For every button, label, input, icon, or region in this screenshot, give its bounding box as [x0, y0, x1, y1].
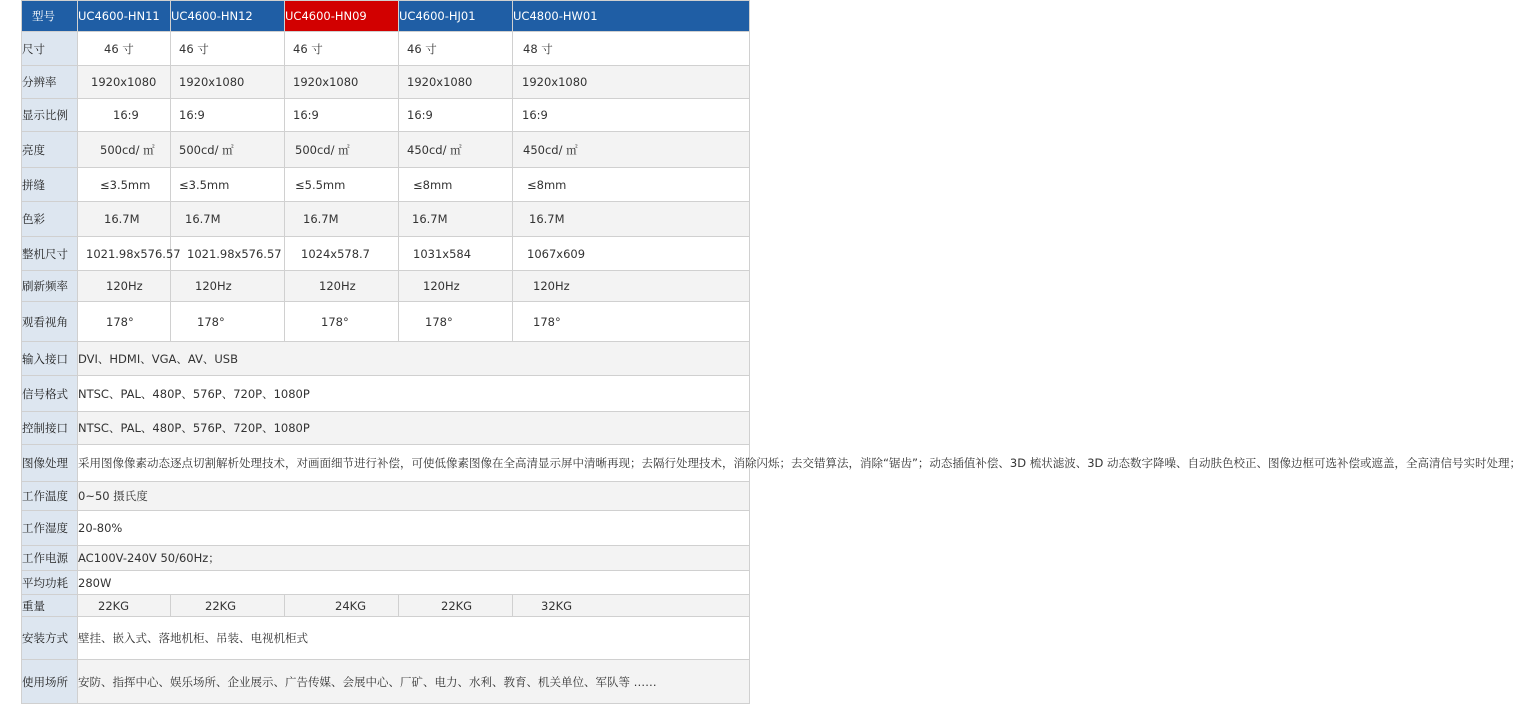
spec-row-power	[22, 546, 750, 571]
spec-row-seam	[22, 168, 750, 202]
spec-value: 24KG	[285, 595, 399, 617]
spec-value: 46 寸	[285, 32, 399, 66]
row-label: 分辨率	[22, 66, 78, 99]
row-label: 观看视角	[22, 302, 78, 342]
spec-value: 16.7M	[285, 202, 399, 237]
row-label: 控制接口	[22, 412, 78, 445]
spec-table	[21, 0, 1521, 704]
spec-value: 120Hz	[78, 271, 171, 302]
row-label: 亮度	[22, 132, 78, 168]
spec-value: 1920x1080	[171, 66, 285, 99]
spec-row-weight	[22, 595, 750, 617]
spec-row-color	[22, 202, 750, 237]
spec-value: 500cd/ ㎡	[171, 132, 285, 168]
spec-value: NTSC、PAL、480P、576P、720P、1080P	[78, 376, 750, 412]
spec-value: 280W	[78, 571, 750, 595]
spec-value: 16.7M	[399, 202, 513, 237]
spec-value: 178°	[285, 302, 399, 342]
spec-row-consumption	[22, 571, 750, 595]
spec-row-usage	[22, 660, 750, 704]
spec-value: NTSC、PAL、480P、576P、720P、1080P	[78, 412, 750, 445]
model-name: UC4800-HW01	[513, 1, 750, 32]
spec-value: 1920x1080	[78, 66, 171, 99]
spec-value: 46 寸	[78, 32, 171, 66]
spec-value: 48 寸	[513, 32, 750, 66]
spec-value: 1920x1080	[513, 66, 750, 99]
row-label: 拼缝	[22, 168, 78, 202]
spec-value: 16:9	[513, 99, 750, 132]
spec-value: 22KG	[171, 595, 285, 617]
spec-value: 16.7M	[513, 202, 750, 237]
spec-value: AC100V-240V 50/60Hz；	[78, 546, 750, 571]
spec-row-resolution	[22, 66, 750, 99]
spec-row-ratio	[22, 99, 750, 132]
spec-value: 450cd/ ㎡	[399, 132, 513, 168]
spec-value: ≤8mm	[399, 168, 513, 202]
spec-row-input	[22, 342, 750, 376]
spec-value: 16:9	[399, 99, 513, 132]
spec-value: 120Hz	[513, 271, 750, 302]
spec-value: 安防、指挥中心、娱乐场所、企业展示、广告传媒、会展中心、厂矿、电力、水利、教育、机关单位、军队等 ……	[78, 660, 750, 704]
spec-value: 16:9	[285, 99, 399, 132]
spec-value: 178°	[399, 302, 513, 342]
spec-row-dimensions	[22, 237, 750, 271]
row-label: 工作湿度	[22, 511, 78, 546]
spec-value: ≤3.5mm	[78, 168, 171, 202]
spec-value: 120Hz	[285, 271, 399, 302]
spec-row-viewing	[22, 302, 750, 342]
spec-value: 500cd/ ㎡	[285, 132, 399, 168]
spec-value: 1920x1080	[399, 66, 513, 99]
spec-value: 16:9	[78, 99, 171, 132]
spec-row-signal	[22, 376, 750, 412]
spec-value: 178°	[78, 302, 171, 342]
spec-value: 178°	[171, 302, 285, 342]
row-label: 使用场所	[22, 660, 78, 704]
model-name: UC4600-HN12	[171, 1, 285, 32]
spec-value: 22KG	[78, 595, 171, 617]
spec-row-installation	[22, 617, 750, 660]
spec-value: 46 寸	[171, 32, 285, 66]
spec-value: 1067x609	[513, 237, 750, 271]
spec-value: 32KG	[513, 595, 750, 617]
spec-value: 采用图像像素动态逐点切割解析处理技术，对画面细节进行补偿，可使低像素图像在全高清显示屏中清晰再现；去隔行处理技术，消除闪烁；去交错算法，消除“锯齿”；动态插值补偿、3D 梳状滤波、3D 动态数字降噪、自动肤色校正、图像边框可选补偿或遮盖，全高清信号实时处理；	[78, 445, 750, 482]
spec-row-temperature	[22, 482, 750, 511]
spec-row-processing	[22, 445, 750, 482]
model-header-row	[22, 1, 750, 32]
model-name: UC4600-HN11	[78, 1, 171, 32]
spec-value: 1031x584	[399, 237, 513, 271]
spec-value: 120Hz	[171, 271, 285, 302]
spec-row-control	[22, 412, 750, 445]
spec-value: DVI、HDMI、VGA、AV、USB	[78, 342, 750, 376]
spec-value: 20-80%	[78, 511, 750, 546]
spec-row-brightness	[22, 132, 750, 168]
row-label: 尺寸	[22, 32, 78, 66]
spec-value: 1021.98x576.57	[171, 237, 285, 271]
spec-value: ≤3.5mm	[171, 168, 285, 202]
row-label: 整机尺寸	[22, 237, 78, 271]
spec-value: 壁挂、嵌入式、落地机柜、吊装、电视机柜式	[78, 617, 750, 660]
spec-value: 16.7M	[171, 202, 285, 237]
spec-value: 120Hz	[399, 271, 513, 302]
model-label: 型号	[22, 1, 78, 32]
row-label: 信号格式	[22, 376, 78, 412]
row-label: 平均功耗	[22, 571, 78, 595]
spec-value: 1920x1080	[285, 66, 399, 99]
model-name: UC4600-HJ01	[399, 1, 513, 32]
row-label: 输入接口	[22, 342, 78, 376]
spec-value: 46 寸	[399, 32, 513, 66]
spec-value: ≤5.5mm	[285, 168, 399, 202]
row-label: 安装方式	[22, 617, 78, 660]
spec-row-humidity	[22, 511, 750, 546]
row-label: 重量	[22, 595, 78, 617]
row-label: 刷新频率	[22, 271, 78, 302]
spec-row-refresh	[22, 271, 750, 302]
spec-value: 1021.98x576.57	[78, 237, 171, 271]
spec-row-size	[22, 32, 750, 66]
spec-value: 178°	[513, 302, 750, 342]
row-label: 色彩	[22, 202, 78, 237]
spec-value: 22KG	[399, 595, 513, 617]
spec-value: 450cd/ ㎡	[513, 132, 750, 168]
spec-value: 16:9	[171, 99, 285, 132]
row-label: 图像处理	[22, 445, 78, 482]
spec-value: 1024x578.7	[285, 237, 399, 271]
row-label: 工作温度	[22, 482, 78, 511]
row-label: 工作电源	[22, 546, 78, 571]
spec-value: 500cd/ ㎡	[78, 132, 171, 168]
spec-value: 16.7M	[78, 202, 171, 237]
spec-value: 0~50 摄氏度	[78, 482, 750, 511]
model-name-active: UC4600-HN09	[285, 1, 399, 32]
row-label: 显示比例	[22, 99, 78, 132]
spec-value: ≤8mm	[513, 168, 750, 202]
